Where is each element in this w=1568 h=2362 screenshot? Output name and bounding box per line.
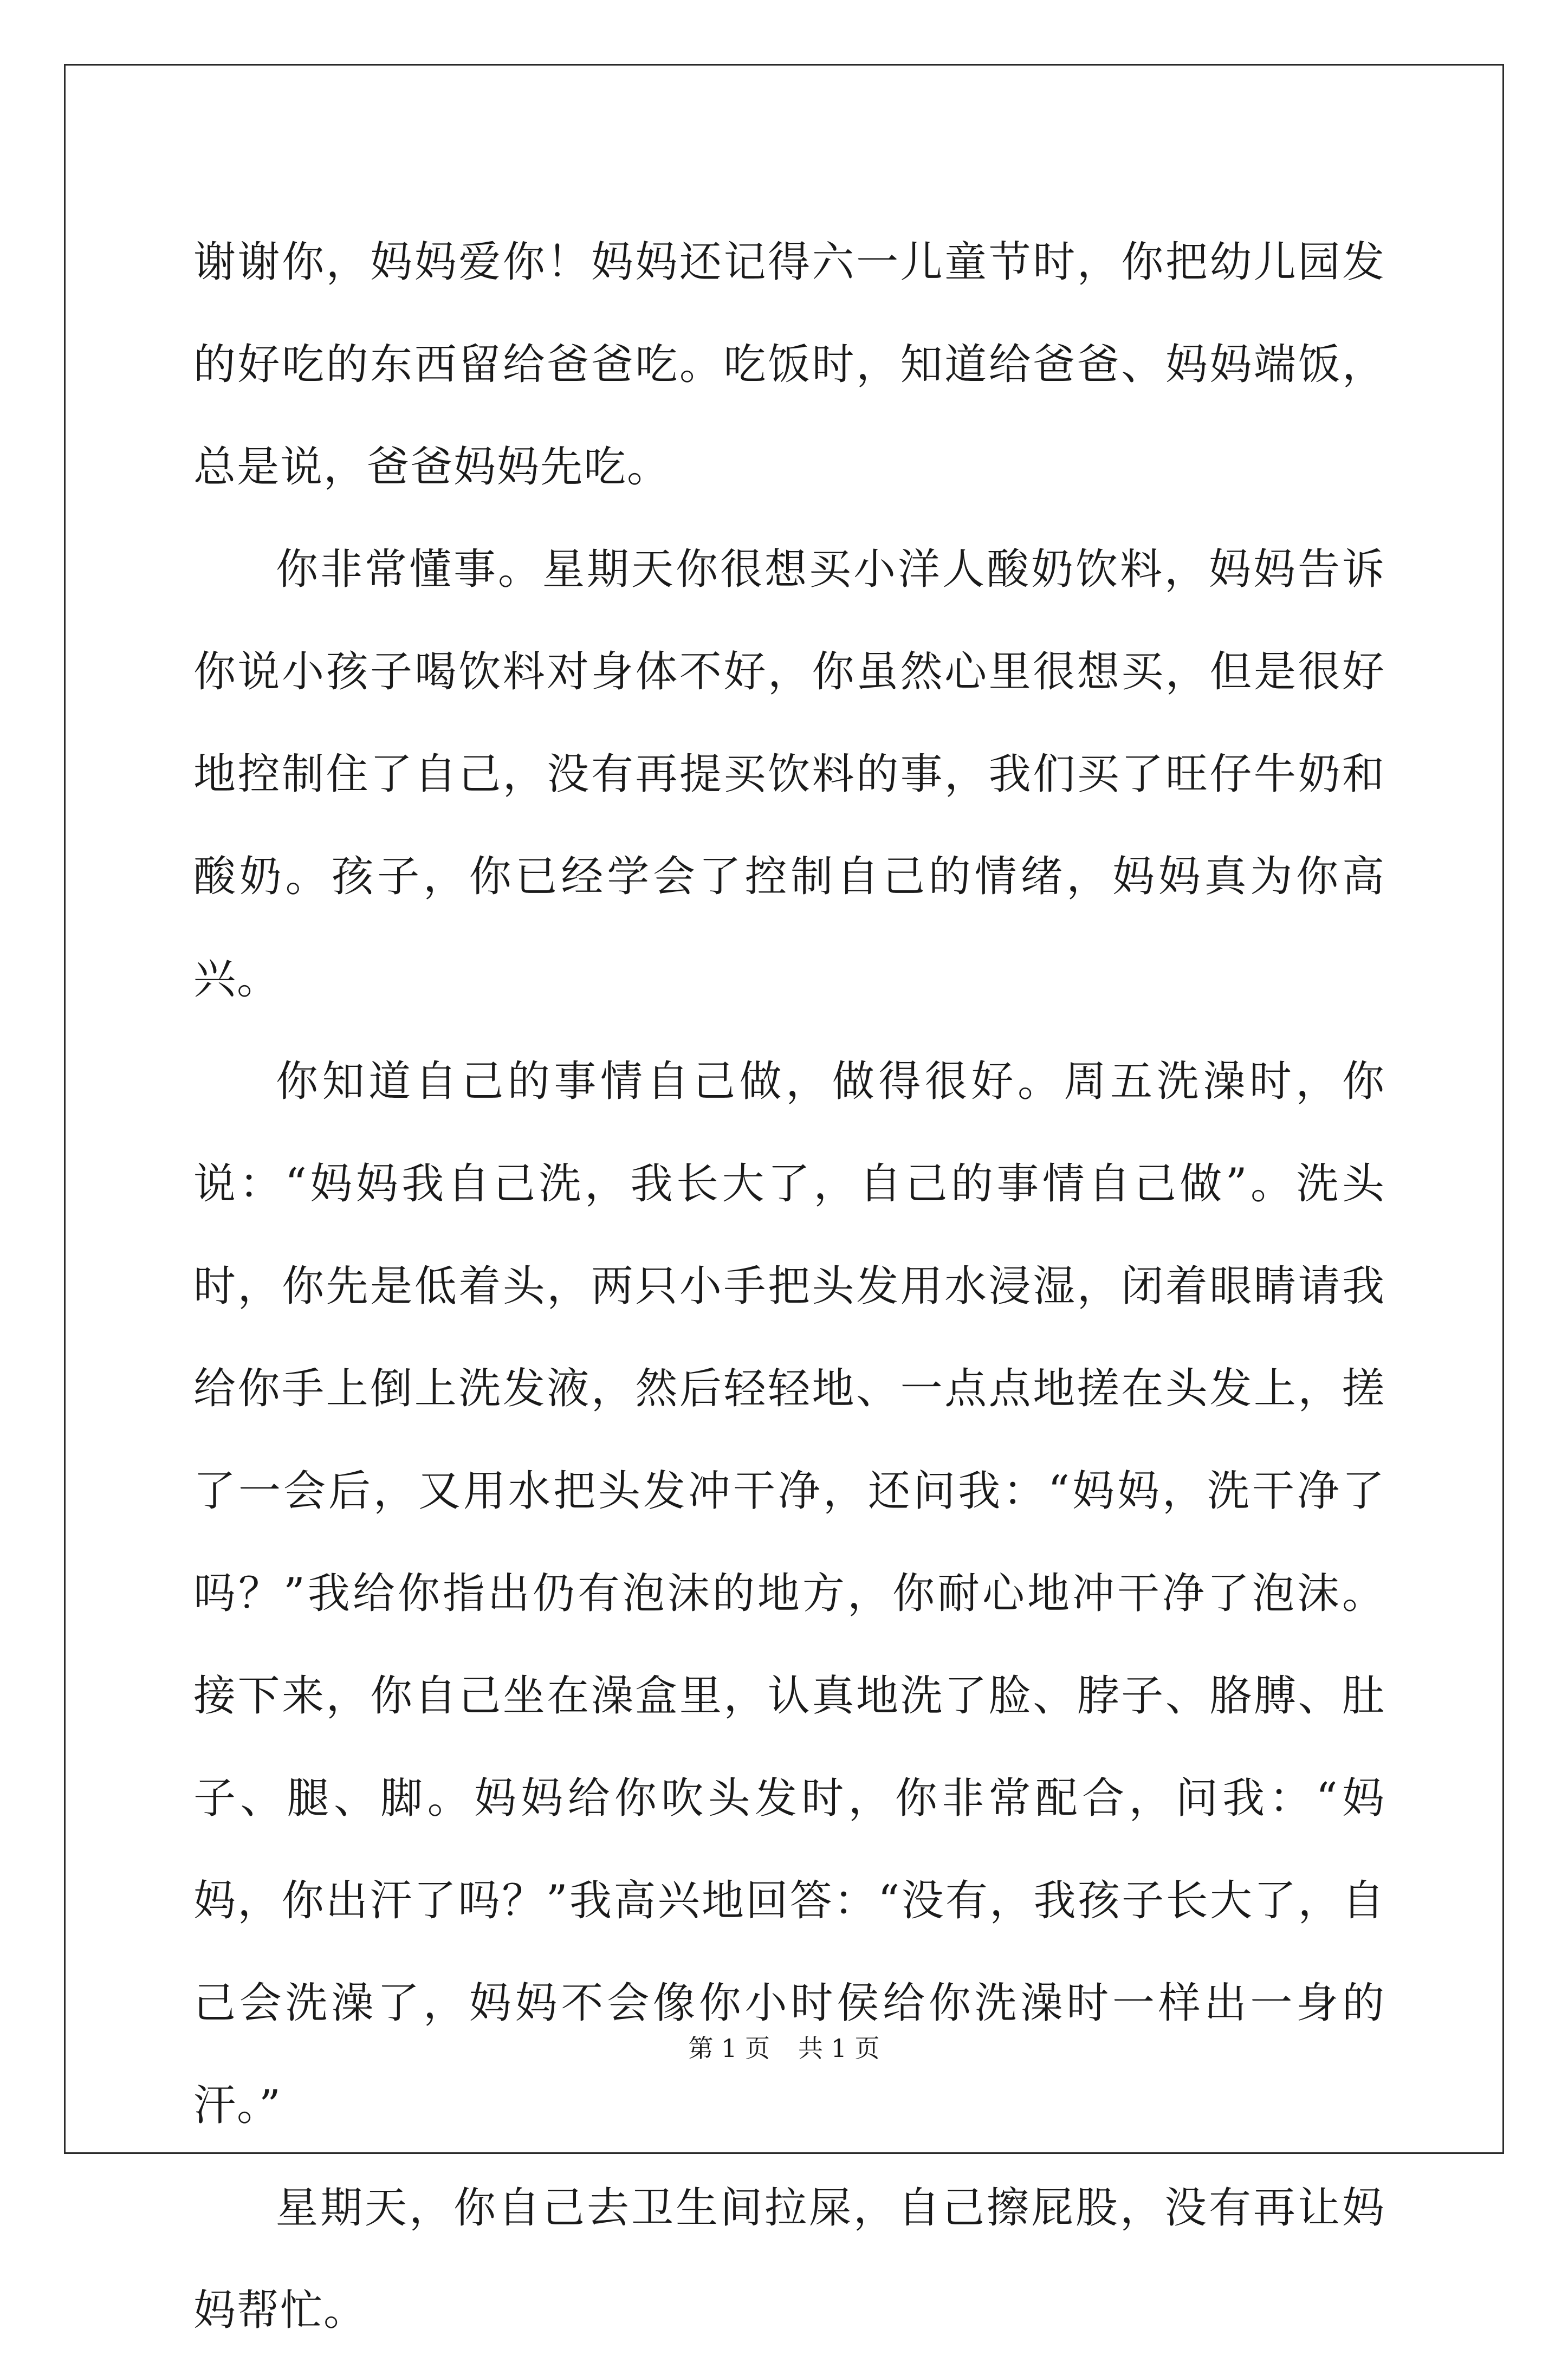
paragraph-1: 谢谢你，妈妈爱你！妈妈还记得六一儿童节时，你把幼儿园发的好吃的东西留给爸爸吃。吃饭时，知道给爸爸、妈妈端饭，总是说，爸爸妈妈先吃。 [193,238,1385,491]
paragraph-4: 星期天，你自己去卫生间拉屎，自己擦屁股，没有再让妈妈帮忙。 [193,2184,1385,2335]
page-number: 第 1 页 [688,2034,770,2063]
page-total: 共 1 页 [798,2034,880,2063]
paragraph-3: 你知道自己的事情自己做，做得很好。周五洗澡时，你说：“妈妈我自己洗，我长大了，自己的事情自己做”。洗头时，你先是低着头，两只小手把头发用水浸湿，闭着眼睛请我给你手上倒上洗发液，然后轻轻地、一点点地搓在头发上，搓了一会后，又用水把头发冲干净，还问我：“妈妈，洗干净了吗？”我给你指出仍有泡沫的地方，你耐心地冲干净了泡沫。接下来，你自己坐在澡盒里，认真地洗了脸、脖子、胳膊、肚子、腿、脚。妈妈给你吹头发时，你非常配合，问我：“妈妈，你出汗了吗？”我高兴地回答：“没有，我孩子长大了，自己会洗澡了，妈妈不会像你小时侯给你洗澡时一样出一身的汗。” [193,1057,1385,2130]
page-footer [0,2032,1568,2065]
paragraph-2: 你非常懂事。星期天你很想买小洋人酸奶饮料，妈妈告诉你说小孩子喝饮料对身体不好，你虽然心里很想买，但是很好地控制住了自己，没有再提买饮料的事，我们买了旺仔牛奶和酸奶。孩子，你已经学会了控制自己的情绪，妈妈真为你高兴。 [193,545,1385,1004]
